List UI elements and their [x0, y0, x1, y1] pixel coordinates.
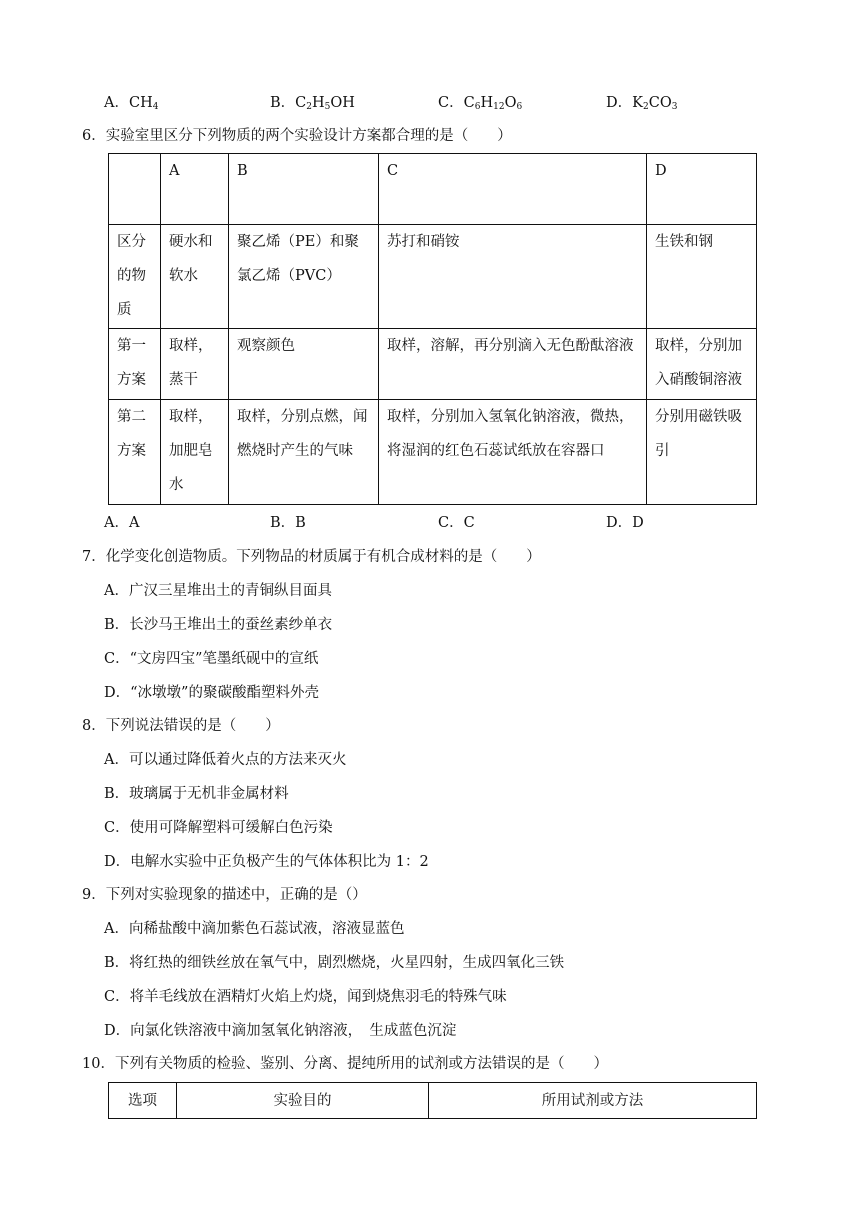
q9-option-b: B．将红热的细铁丝放在氧气中，剧烈燃烧，火星四射，生成四氧化三铁 [104, 955, 565, 971]
q5-option-d: D．$K_2CO_3$ [606, 95, 678, 112]
q6-table [108, 153, 757, 505]
q6-header-cell: C [379, 154, 647, 225]
q10-header-cell: 所用试剂或方法 [429, 1083, 757, 1119]
q6-cell: 苏打和硝铵 [379, 225, 647, 329]
q9-option-d: D．向氯化铁溶液中滴加氢氧化钠溶液， 生成蓝色沉淀 [104, 1023, 457, 1039]
q8-option-d: D．电解水实验中正负极产生的气体体积比为 1：2 [104, 854, 429, 870]
q10-table [108, 1082, 757, 1119]
q9-option-c: C．将羊毛线放在酒精灯火焰上灼烧，闻到烧焦羽毛的特殊气味 [104, 989, 507, 1005]
q7-option-c: C．“文房四宝”笔墨纸砚中的宣纸 [104, 651, 319, 667]
q8-option-a: A．可以通过降低着火点的方法来灭火 [104, 752, 347, 768]
q6-cell: 分别用磁铁吸引 [647, 400, 757, 505]
q6-cell: 取样，溶解，再分别滴入无色酚酞溶液 [379, 329, 647, 400]
q6-cell: 生铁和钢 [647, 225, 757, 329]
q6-table-row [109, 400, 757, 505]
q6-cell: 硬水和软水 [161, 225, 229, 329]
q6-cell: 取样，加肥皂水 [161, 400, 229, 505]
q6-option-c: C．C [438, 515, 475, 531]
q6-cell: 取样，分别点燃，闻燃烧时产生的气味 [229, 400, 379, 505]
q6-header-cell: A [161, 154, 229, 225]
q8-stem: 8．下列说法错误的是（ ） [82, 718, 280, 734]
q6-cell: 区分的物质 [109, 225, 161, 329]
q6-option-d: D．D [606, 515, 644, 531]
q6-cell: 第二方案 [109, 400, 161, 505]
q6-header-cell: B [229, 154, 379, 225]
q6-stem: 6．实验室里区分下列物质的两个实验设计方案都合理的是（ ） [82, 128, 512, 144]
q6-cell: 取样，分别加入氢氧化钠溶液，微热，将湿润的红色石蕊试纸放在容器口 [379, 400, 647, 505]
q10-header-cell: 选项 [109, 1083, 177, 1119]
q6-cell: 观察颜色 [229, 329, 379, 400]
q9-option-a: A．向稀盐酸中滴加紫色石蕊试液，溶液显蓝色 [104, 921, 405, 937]
q10-header-cell: 实验目的 [177, 1083, 429, 1119]
q7-option-d: D．“冰墩墩”的聚碳酸酯塑料外壳 [104, 685, 319, 701]
q5-option-a: A．$CH_4$ [104, 95, 159, 112]
q6-header-cell [109, 154, 161, 225]
q6-cell: 取样，蒸干 [161, 329, 229, 400]
q5-option-c: C．$C_6H_{12}O_6$ [438, 95, 523, 112]
q10-header-row [109, 1083, 757, 1119]
q7-stem: 7．化学变化创造物质。下列物品的材质属于有机合成材料的是（ ） [82, 549, 541, 565]
q6-table-row [109, 329, 757, 400]
q8-option-c: C．使用可降解塑料可缓解白色污染 [104, 820, 333, 836]
q5-option-b: B．$C_2H_5OH$ [270, 95, 355, 112]
q6-header-row [109, 154, 757, 225]
q6-option-b: B．B [270, 515, 306, 531]
q9-stem: 9．下列对实验现象的描述中，正确的是（） [82, 887, 367, 903]
q7-option-b: B．长沙马王堆出土的蚕丝素纱单衣 [104, 617, 333, 633]
q6-table-row [109, 225, 757, 329]
q7-option-a: A．广汉三星堆出土的青铜纵目面具 [104, 583, 332, 599]
q6-option-a: A．A [104, 515, 140, 531]
q6-cell: 取样，分别加入硝酸铜溶液 [647, 329, 757, 400]
q6-cell: 聚乙烯（PE）和聚氯乙烯（PVC） [229, 225, 379, 329]
q10-stem: 10．下列有关物质的检验、鉴别、分离、提纯所用的试剂或方法错误的是（ ） [82, 1056, 608, 1072]
q6-cell: 第一方案 [109, 329, 161, 400]
q8-option-b: B．玻璃属于无机非金属材料 [104, 786, 289, 802]
q6-header-cell: D [647, 154, 757, 225]
